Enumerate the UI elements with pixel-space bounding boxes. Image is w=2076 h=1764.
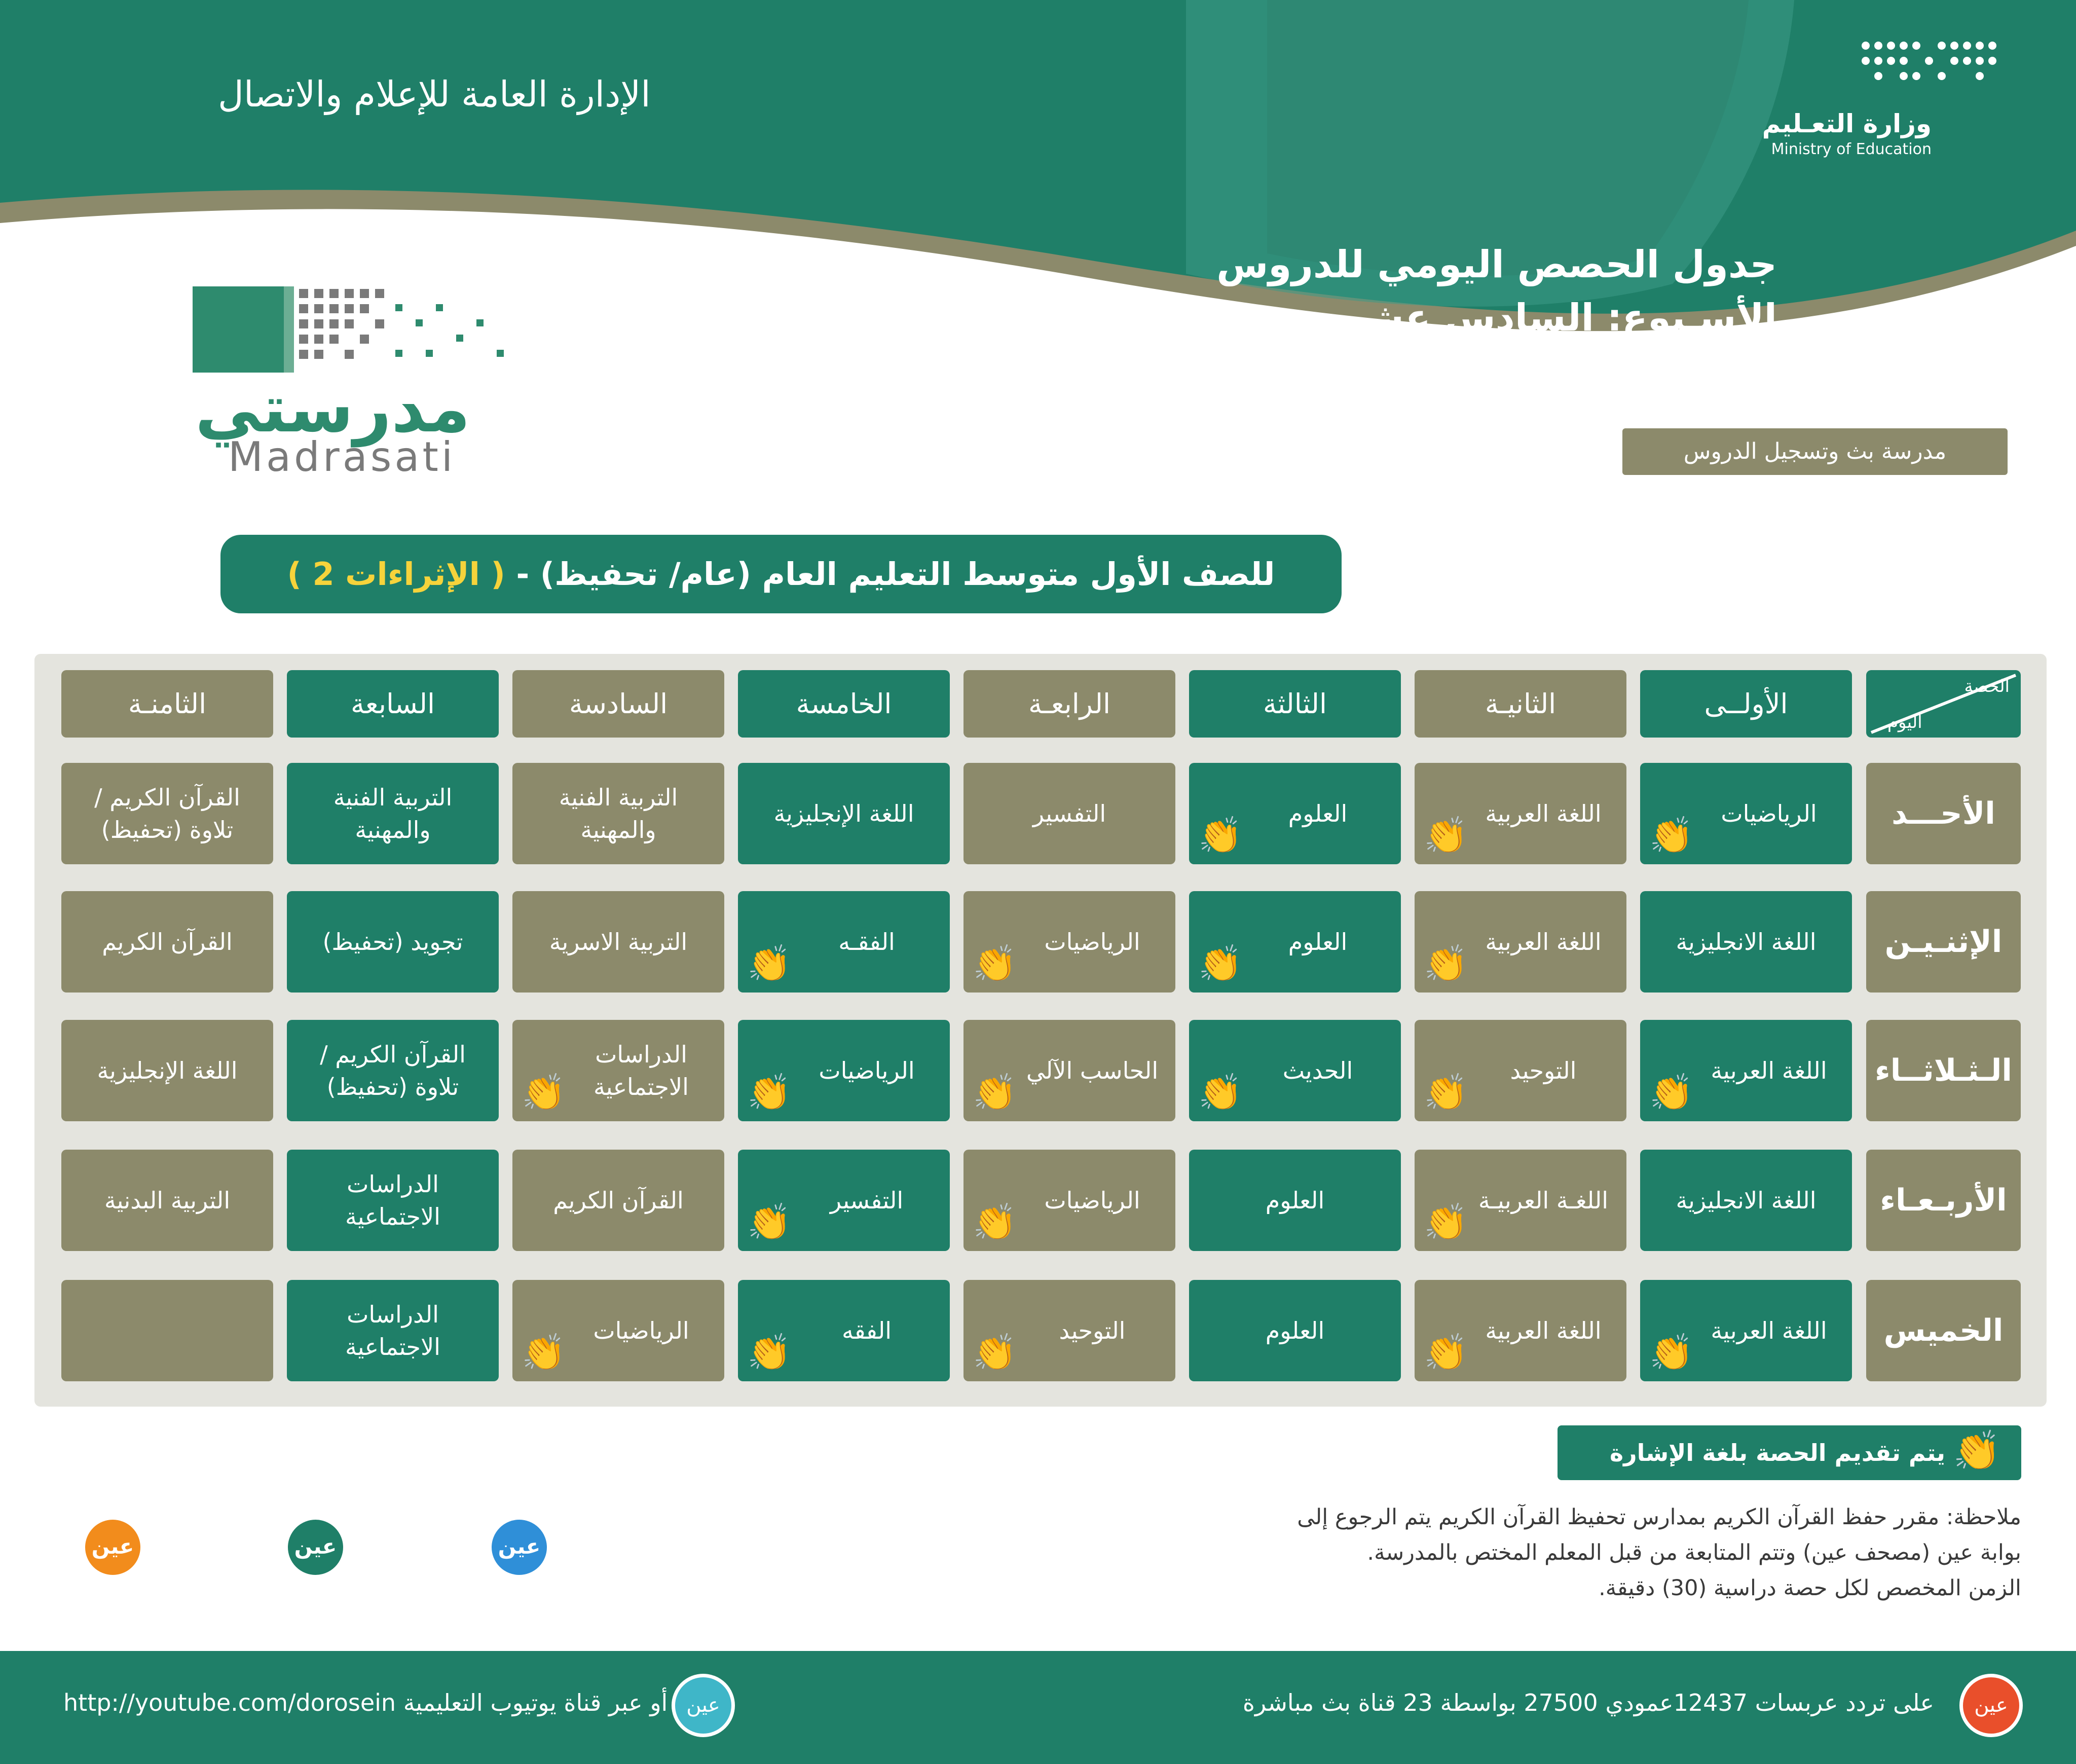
period-header: الرابعـة	[963, 670, 1175, 738]
note-line: بوابة عين (مصحف عين) وتتم المتابعة من قبل المعلم المختص بالمدرسة.	[1367, 1540, 2021, 1565]
lesson-name: الفقـه	[838, 928, 895, 956]
ministry-dots-icon	[1856, 38, 2008, 94]
lesson-cell	[287, 1280, 499, 1381]
lesson-cell	[963, 763, 1175, 864]
day-label: الإثنـيـن	[1866, 891, 2021, 993]
lesson-cell	[1640, 1280, 1852, 1381]
lesson-name: القرآن الكريم	[102, 928, 233, 956]
lesson-cell	[1189, 763, 1401, 864]
clapping-hands-icon: 👏	[747, 1332, 792, 1373]
lesson-name: اللغة الإنجليزية	[97, 1057, 238, 1084]
clapping-hands-icon: 👏	[1424, 815, 1468, 856]
lesson-cell	[61, 891, 273, 993]
lesson-name: اللغة العربية	[1485, 928, 1602, 956]
period-header: الثالثة	[1189, 670, 1401, 738]
clapping-hands-icon: 👏	[1198, 943, 1243, 984]
lesson-name: القرآن الكريم	[553, 1187, 684, 1214]
notes	[1079, 1499, 2021, 1606]
media-department-logo: الإدارة العامة للإعلام والاتصال	[218, 74, 651, 115]
lesson-name: اللغة العربية	[1711, 1057, 1827, 1084]
lesson-cell	[1640, 1020, 1852, 1121]
lesson-name: التربية البدنية	[104, 1187, 231, 1214]
corner-period-label: الحصة	[1964, 676, 2010, 696]
lesson-cell	[1189, 891, 1401, 993]
lesson-name: الحاسب الآلي	[1026, 1057, 1159, 1084]
ayn-elementary-badge[interactable]	[431, 1534, 608, 1633]
clapping-hands-icon: 👏	[1649, 1072, 1694, 1113]
period-header: الثانيـة	[1415, 670, 1626, 738]
ayn-logo-icon: عين	[81, 1516, 144, 1579]
corner-day-label: اليوم	[1887, 712, 1922, 732]
lesson-cell	[963, 1280, 1175, 1381]
lesson-name: التربية الفنية والمهنية	[559, 784, 678, 843]
lesson-cell	[1415, 1280, 1626, 1381]
lesson-name: التربية الاسرية	[549, 928, 688, 956]
broadcast-school-badge: مدرسة بث وتسجيل الدروس	[1622, 428, 2008, 475]
lesson-name: تجويد (تحفيظ)	[322, 928, 463, 956]
lesson-cell	[1640, 763, 1852, 864]
clapping-hands-icon: 👏	[973, 1072, 1017, 1113]
lesson-name: العلوم	[1288, 928, 1348, 956]
corner-header	[1866, 670, 2021, 738]
lesson-name: الرياضيات	[1721, 800, 1817, 827]
clapping-hands-icon: 👏	[1198, 815, 1243, 856]
lesson-cell	[738, 1280, 950, 1381]
lesson-name: الدراسات الاجتماعية	[345, 1301, 440, 1361]
page-title	[1216, 238, 1777, 345]
ministry-logo	[1762, 109, 1932, 158]
lesson-cell	[61, 1150, 273, 1251]
lesson-name: التفسير	[830, 1187, 904, 1214]
lesson-name: الرياضيات	[1044, 928, 1140, 956]
clapping-hands-icon: 👏	[1424, 1072, 1468, 1113]
lesson-cell	[738, 763, 950, 864]
lesson-cell	[738, 891, 950, 993]
lesson-name: التربية الفنية والمهنية	[333, 784, 453, 843]
day-label: الأربـعـاء	[1866, 1150, 2021, 1251]
lesson-cell	[287, 1020, 499, 1121]
lesson-cell	[963, 1020, 1175, 1121]
period-header: الثامنـة	[61, 670, 273, 738]
clapping-hands-icon: 👏	[1424, 943, 1468, 984]
grade-banner	[220, 535, 1342, 613]
note-line: ملاحظة: مقرر حفظ القرآن الكريم بمدارس تحفيظ القرآن الكريم يتم الرجوع إلى	[1297, 1504, 2021, 1530]
lesson-name: اللغة الإنجليزية	[773, 800, 914, 827]
lesson-cell	[512, 891, 724, 993]
ministry-name-ar: وزارة التعـليم	[1762, 109, 1932, 138]
youtube-link[interactable]: http://youtube.com/dorosein أو عبر قناة يوتيوب التعليمية	[63, 1689, 668, 1716]
clapping-hands-icon: 👏	[1198, 1072, 1243, 1113]
ayn-secondary-badge[interactable]	[24, 1534, 202, 1633]
lesson-cell	[1640, 891, 1852, 993]
lesson-cell	[512, 1280, 724, 1381]
lesson-name: اللغة الانجليزية	[1676, 1187, 1816, 1214]
lesson-name: العلوم	[1265, 1187, 1325, 1214]
period-header: السابعة	[287, 670, 499, 738]
lesson-name: العلوم	[1265, 1317, 1325, 1344]
footer	[0, 1651, 2076, 1764]
ayn-channel-icon: عين	[1959, 1674, 2023, 1737]
lesson-cell	[287, 891, 499, 993]
lesson-name: الدراسات الاجتماعية	[594, 1041, 689, 1100]
lesson-cell	[1415, 891, 1626, 993]
period-header: السادسة	[512, 670, 724, 738]
grade-title: للصف الأول متوسط التعليم العام (عام/ تحفيظ) -	[505, 556, 1275, 593]
title-line-1: جدول الحصص اليومي للدروس	[1216, 243, 1777, 286]
day-label: الـثـلاثــاء	[1866, 1020, 2021, 1121]
day-label: الخميس	[1866, 1280, 2021, 1381]
clapping-hands-icon: 👏	[1424, 1201, 1468, 1243]
note-line: الزمن المخصص لكل حصة دراسية (30) دقيقة.	[1599, 1575, 2021, 1601]
lesson-name: العلوم	[1288, 800, 1348, 827]
clapping-hands-icon: 👏	[747, 1201, 792, 1243]
lesson-name: القرآن الكريم / تلاوة (تحفيظ)	[94, 784, 240, 843]
ayn-middle-badge[interactable]	[227, 1534, 404, 1633]
lesson-cell	[1189, 1150, 1401, 1251]
lesson-name: التوحيد	[1059, 1317, 1126, 1344]
lesson-name: التوحيد	[1510, 1057, 1577, 1084]
clapping-hands-icon: 👏	[1953, 1428, 2001, 1473]
lesson-cell	[61, 763, 273, 864]
lesson-name: اللغـة العربيـة	[1478, 1187, 1609, 1214]
lesson-cell	[1189, 1280, 1401, 1381]
lesson-name: اللغة العربية	[1485, 1317, 1602, 1344]
lesson-name: الرياضيات	[593, 1317, 689, 1344]
lesson-name: الدراسات الاجتماعية	[345, 1170, 440, 1230]
period-header: الأولــى	[1640, 670, 1852, 738]
lesson-cell	[61, 1280, 273, 1381]
clapping-hands-icon: 👏	[1649, 1332, 1694, 1373]
sign-language-legend	[1558, 1425, 2021, 1480]
lesson-cell	[963, 1150, 1175, 1251]
title-line-2: الأسـبوع: السادس عشر	[1343, 296, 1777, 340]
clapping-hands-icon: 👏	[747, 943, 792, 984]
lesson-name: التفسير	[1032, 800, 1106, 827]
lesson-name: القرآن الكريم / تلاوة (تحفيظ)	[320, 1041, 466, 1100]
ayn-logo-icon: عين	[284, 1516, 347, 1579]
badge-label: دروس المتوسط	[264, 1569, 368, 1624]
period-header: الخامسة	[738, 670, 950, 738]
lesson-cell	[512, 763, 724, 864]
lesson-name: اللغة العربية	[1711, 1317, 1827, 1344]
lesson-cell	[1189, 1020, 1401, 1121]
ayn-youtube-icon: عين	[672, 1674, 735, 1737]
lesson-cell	[512, 1020, 724, 1121]
lesson-cell	[738, 1150, 950, 1251]
clapping-hands-icon: 👏	[522, 1072, 566, 1113]
clapping-hands-icon: 👏	[973, 943, 1017, 984]
madrasati-name-ar: مدرستي	[195, 370, 470, 447]
lesson-name: الحديث	[1282, 1057, 1353, 1084]
lesson-cell	[287, 1150, 499, 1251]
lesson-cell	[1640, 1150, 1852, 1251]
ayn-logo-icon: عين	[488, 1516, 551, 1579]
book-icon	[193, 281, 517, 383]
lesson-cell	[738, 1020, 950, 1121]
lesson-cell	[963, 891, 1175, 993]
clapping-hands-icon: 👏	[1649, 815, 1694, 856]
madrasati-logo	[193, 281, 517, 481]
lesson-name: اللغة الانجليزية	[1676, 928, 1816, 956]
madrasati-name-en: Madrasati	[228, 433, 456, 481]
lesson-cell	[1415, 763, 1626, 864]
lesson-cell	[1415, 1150, 1626, 1251]
clapping-hands-icon: 👏	[522, 1332, 566, 1373]
lesson-name: الرياضيات	[819, 1057, 915, 1084]
clapping-hands-icon: 👏	[973, 1201, 1017, 1243]
ministry-name-en: Ministry of Education	[1771, 140, 1932, 158]
lesson-cell	[512, 1150, 724, 1251]
day-label: الأحـــد	[1866, 763, 2021, 864]
lesson-cell	[1415, 1020, 1626, 1121]
lesson-name: اللغة العربية	[1485, 800, 1602, 827]
clapping-hands-icon: 👏	[1424, 1332, 1468, 1373]
lesson-cell	[287, 763, 499, 864]
lesson-name: الفقه	[842, 1317, 892, 1344]
badge-label: دروس الابتدائي	[470, 1569, 569, 1624]
lesson-name: الرياضيات	[1044, 1187, 1140, 1214]
grade-enrichment: ( الإثراءات 2 )	[287, 556, 505, 593]
clapping-hands-icon: 👏	[973, 1332, 1017, 1373]
legend-text: يتم تقديم الحصة بلغة الإشارة	[1610, 1439, 1945, 1466]
badge-label: دروس الثانوي	[33, 1597, 193, 1624]
clapping-hands-icon: 👏	[747, 1072, 792, 1113]
satellite-info: على تردد عربسات 12437عمودي 27500 بواسطة 23 قناة بث مباشرة	[1242, 1689, 1934, 1716]
lesson-cell	[61, 1020, 273, 1121]
